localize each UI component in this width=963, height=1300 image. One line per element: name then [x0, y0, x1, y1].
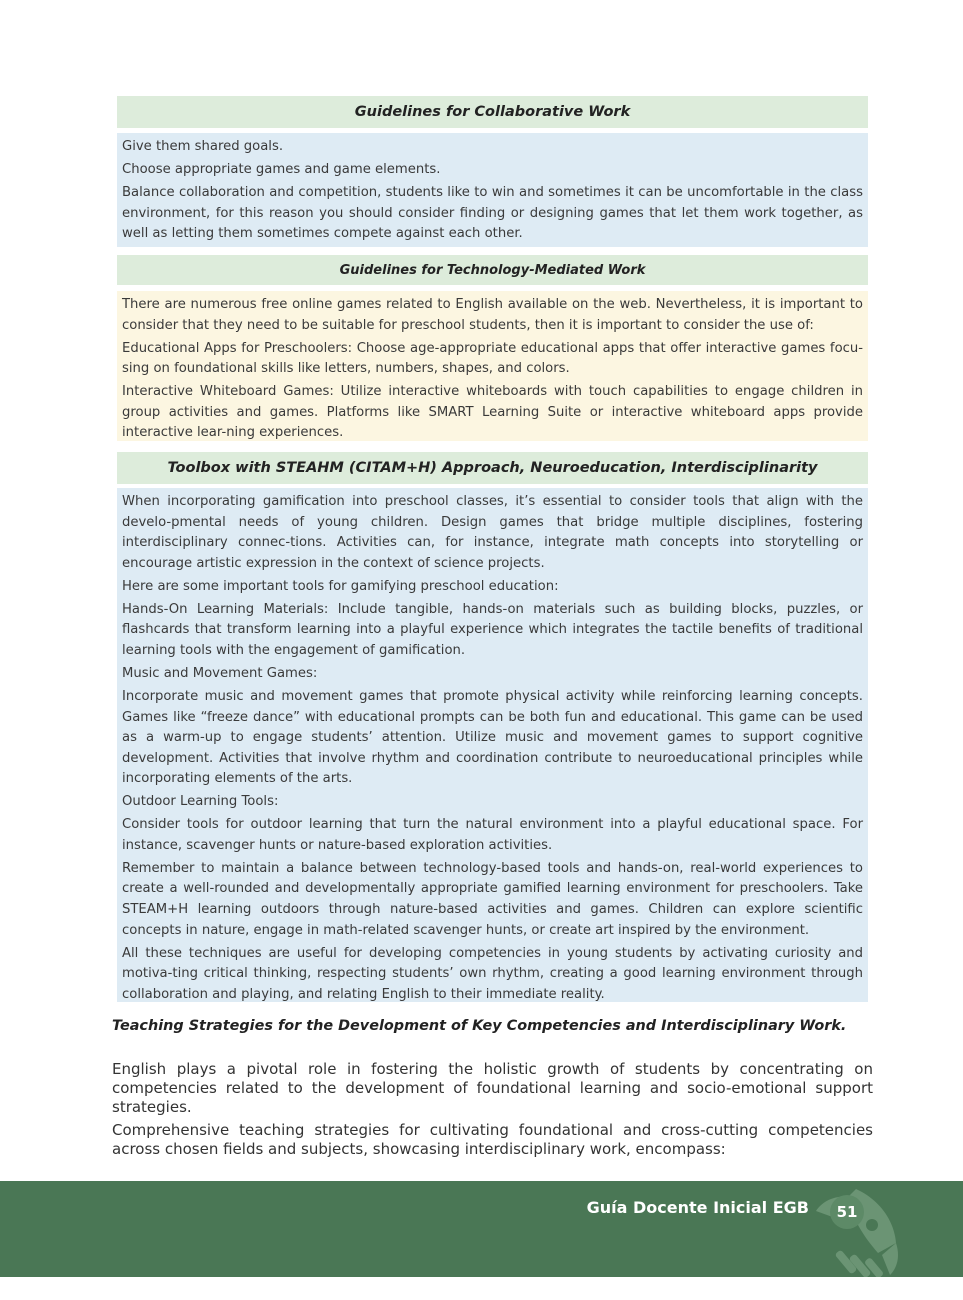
collab-paragraph: Balance collaboration and competition, students like to win and sometimes it can be uncomfortable in the class environment, for this reason you should consider finding or designing games that let them work together, as well as letting them sometimes compete against each other. [122, 184, 863, 242]
collab-header [117, 96, 868, 128]
tech-title: Guidelines for Technology-Mediated Work [339, 262, 646, 278]
collab-paragraph: Choose appropriate games and game elements. [122, 161, 441, 177]
toolbox-box [117, 488, 868, 1002]
toolbox-paragraph: Outdoor Learning Tools: [122, 794, 279, 810]
toolbox-paragraph: Remember to maintain a balance between technology-based tools and hands-on, real-world experiences to create a well-rounded and developmentally appropriate gamified learning environment for preschoolers. Take STEAM+H learning outdoors through nature-based activities and games. Children can explore scientific concepts in nature, engage in math-related scavenger hunts, or create art inspired by the environment. [122, 860, 863, 938]
collab-paragraph: Give them shared goals. [122, 139, 284, 154]
strategies-paragraph: English plays a pivotal role in fostering the holistic growth of students by concentrating on competencies related to the development of foundational learning and socio-emotional support strategies. [112, 1060, 873, 1116]
page-number: 51 [836, 1203, 858, 1221]
toolbox-paragraph: When incorporating gamification into preschool classes, it’s essential to consider tools that align with the develo-pmental needs of young children. Design games that bridge multiple disciplines, fostering interdisciplinary connec-tions. Activities can, for instance, integrate math concepts into storytelling or encourage artistic expression in the context of science projects. [122, 494, 863, 571]
toolbox-paragraph: Consider tools for outdoor learning that turn the natural environment into a playful educational space. For instance, scavenger hunts or nature-based exploration activities. [122, 817, 863, 853]
strategies-paragraph: Comprehensive teaching strategies for cultivating foundational and cross-cutting competencies across chosen fields and subjects, showcasing interdisciplinary work, encompass: [112, 1121, 873, 1158]
toolbox-header [117, 452, 868, 484]
tech-box [117, 291, 868, 441]
toolbox-paragraph: Hands-On Learning Materials: Include tangible, hands-on materials such as building blocks, puzzles, or flashcards that transform learning into a playful experience which integrates the tactile benefits of traditional learning tools with the engagement of gamification. [122, 601, 863, 658]
collab-title: Guidelines for Collaborative Work [354, 104, 631, 120]
tech-paragraph: Interactive Whiteboard Games: Utilize interactive whiteboards with touch capabilities to engage children in group activities and games. Platforms like SMART Learning Suite or interactive whiteboard apps provide interactive lear-ning experiences. [122, 384, 863, 441]
toolbox-title: Toolbox with STEAHM (CITAM+H) Approach, Neuroeducation, Interdisciplinarity [167, 460, 818, 476]
collab-box [117, 133, 868, 247]
toolbox-paragraph: Incorporate music and movement games that promote physical activity while reinforcing learning concepts. Games like “freeze dance” with educational prompts can be both fun and educational. This game can be used as a warm-up to engage students’ attention. Utilize music and movement games to support cognitive development. Activities that involve rhythm and coordination contribute to neuroeducational principles while incorporating elements of the arts. [122, 688, 863, 787]
page-number-badge [830, 1195, 864, 1229]
tech-paragraph: Educational Apps for Preschoolers: Choose age-appropriate educational apps that offer interactive games focu-sing on foundational skills like letters, numbers, shapes, and colors. [122, 340, 863, 377]
toolbox-paragraph: Music and Movement Games: [122, 665, 318, 681]
toolbox-paragraph: Here are some important tools for gamifying preschool education: [122, 578, 559, 594]
tech-paragraph: There are numerous free online games related to English available on the web. Nevertheless, it is important to consider that they need to be suitable for preschool students, then it is important to consider the use of: [122, 297, 863, 333]
rocket-icon [808, 1181, 928, 1277]
tech-header [117, 255, 868, 285]
page-footer [0, 1181, 963, 1277]
toolbox-paragraph: All these techniques are useful for developing competencies in young students by activating curiosity and motiva-ting critical thinking, respecting students’ own rhythm, creating a good learning environment through collaboration and playing, and relating English to their immediate reality. [122, 945, 863, 1002]
strategies-heading: Teaching Strategies for the Development of Key Competencies and Interdisciplinary Work. [112, 1018, 847, 1034]
footer-title: Guía Docente Inicial EGB [586, 1198, 809, 1217]
